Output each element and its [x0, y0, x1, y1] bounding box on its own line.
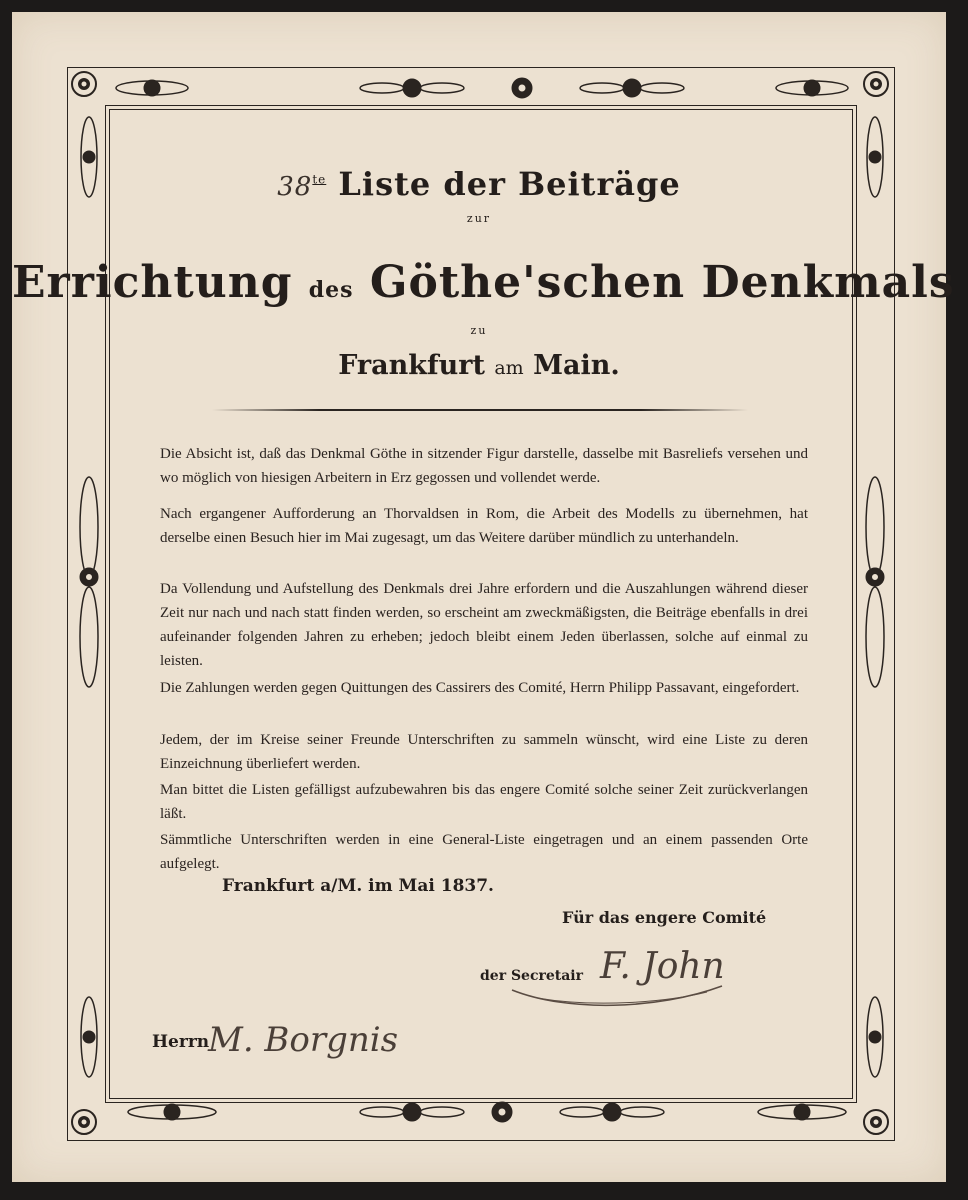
bottom-border-ornament-icon [112, 1096, 852, 1128]
recipient-name: M. Borgnis [208, 1020, 399, 1060]
paragraph-7: Sämmtliche Unterschriften werden in eine General-Liste eingetragen und an einem passenden Orte aufgelegt. [160, 832, 808, 872]
paragraph-4: Die Zahlungen werden gegen Quittungen des Cassirers des Comité, Herrn Philipp Passavant, eingefordert. [160, 680, 800, 696]
main-title-part1: Errichtung [12, 257, 293, 308]
connector-zu: zu [470, 324, 488, 337]
right-border-ornament-icon [858, 107, 892, 1097]
secretary-label: der Secretair [480, 968, 584, 984]
list-number-suffix: te [312, 172, 327, 187]
main-title [12, 257, 955, 308]
paragraph-1: Die Absicht ist, daß das Denkmal Göthe in sitzender Figur darstelle, dasselbe mit Basreliefs versehen und wo möglich von hiesigen Arbeitern in Erz gegossen und vollendet werde. [160, 446, 808, 486]
paragraph-2: Nach ergangener Aufforderung an Thorvaldsen in Rom, die Arbeit des Modells zu übernehmen, hat derselbe einen Besuch hier im Mai zugesagt, um das Weitere darüber mündlich zu unterhandeln. [160, 506, 808, 546]
signature-flourish-icon [507, 980, 727, 1014]
left-border-ornament-icon [72, 107, 106, 1097]
main-title-part2: Göthe'schen Denkmals [369, 257, 955, 308]
corner-rosette-icon [69, 1107, 99, 1137]
corner-rosette-icon [861, 69, 891, 99]
corner-rosette-icon [69, 69, 99, 99]
list-title-text: Liste der Beiträge [338, 165, 681, 203]
place-am: am [494, 357, 524, 379]
top-border-ornament-icon [112, 72, 852, 104]
paragraph-3: Da Vollendung und Aufstellung des Denkmals drei Jahre erfordern und die Auszahlungen während dieser Zeit nur nach und nach statt finden werden, so erscheint am zweckmäßigsten, die Beiträge ebenfalls in drei aufeinander folgenden Jahren zu erheben; jedoch bleibt einem Jeden überlassen, solche auf einmal zu leisten. [160, 581, 808, 669]
list-number: 38 [277, 172, 313, 202]
recipient-label: Herrn [152, 1032, 210, 1052]
corner-rosette-icon [861, 1107, 891, 1137]
place-title [12, 350, 946, 381]
main-title-des: des [308, 277, 354, 303]
committee-line: Für das engere Comité [562, 908, 767, 927]
secretary-signature: F. John [600, 946, 725, 987]
document-sheet [12, 12, 955, 1182]
title-divider [212, 409, 748, 411]
place-main: Main. [533, 350, 620, 381]
dateline: Frankfurt a/M. im Mai 1837. [222, 876, 494, 896]
place-frankfurt: Frankfurt [338, 350, 485, 381]
paragraph-6: Man bittet die Listen gefälligst aufzubewahren bis das engere Comité solche seiner Zeit zurückverlangen läßt. [160, 782, 808, 822]
paragraph-5: Jedem, der im Kreise seiner Freunde Unterschriften zu sammeln wünscht, wird eine Liste zu deren Einzeichnung überliefert werden. [160, 732, 808, 772]
connector-zur: zur [466, 212, 492, 225]
list-title [12, 165, 946, 203]
